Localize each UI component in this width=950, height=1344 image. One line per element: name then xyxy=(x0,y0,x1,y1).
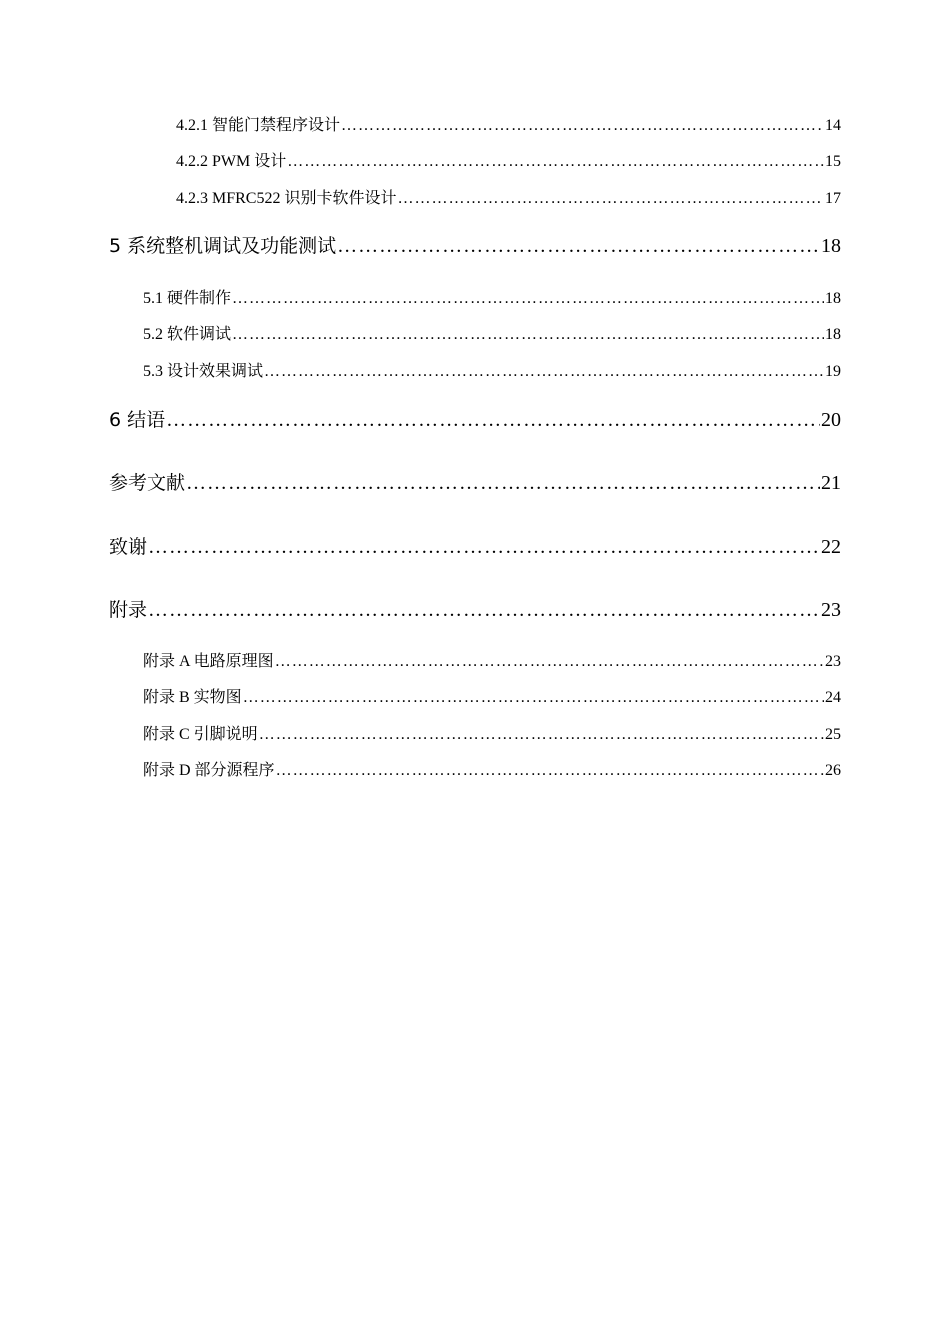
toc-entry-appendix-d[interactable] xyxy=(143,757,841,780)
dot-leader xyxy=(232,290,824,308)
toc-entry-5-3[interactable] xyxy=(143,358,841,381)
toc-entry-chapter-5[interactable] xyxy=(109,231,841,258)
toc-entry-4-2-1[interactable] xyxy=(176,112,841,135)
toc-entry-label: 5.1 硬件制作 xyxy=(143,290,232,307)
toc-entry-acknowledgements[interactable] xyxy=(109,532,841,559)
toc-page-number: 26 xyxy=(825,762,841,779)
toc-page-number: 24 xyxy=(825,689,841,706)
dot-leader xyxy=(186,472,820,495)
dot-leader xyxy=(341,117,824,135)
toc-entry-label: 5.3 设计效果调试 xyxy=(143,363,264,380)
toc-entry-label: 附录 C 引脚说明 xyxy=(143,726,258,743)
toc-entry-label: 5.2 软件调试 xyxy=(143,326,232,343)
toc-page-number: 25 xyxy=(825,726,841,743)
toc-entry-chapter-6[interactable] xyxy=(109,405,841,432)
dot-leader xyxy=(276,762,824,780)
toc-entry-label: 附录 B 实物图 xyxy=(143,689,242,706)
toc-entry-label: 4.2.3 MFRC522 识别卡软件设计 xyxy=(176,190,397,207)
dot-leader xyxy=(243,689,824,707)
toc-entry-4-2-3[interactable] xyxy=(176,185,841,208)
dot-leader xyxy=(166,409,820,432)
dot-leader xyxy=(397,190,824,208)
toc-page-number: 21 xyxy=(821,472,841,494)
toc-page-number: 18 xyxy=(825,290,841,307)
dot-leader xyxy=(275,653,824,671)
toc-page-number: 14 xyxy=(825,117,841,134)
toc-entry-label: 参考文献 xyxy=(109,472,186,494)
toc-entry-appendix-a[interactable] xyxy=(143,648,841,671)
toc-entry-label: 4.2.1 智能门禁程序设计 xyxy=(176,117,341,134)
dot-leader xyxy=(259,726,824,744)
toc-page-number: 17 xyxy=(825,190,841,207)
toc-entry-label: 附录 xyxy=(109,599,148,621)
toc-entry-appendix[interactable] xyxy=(109,595,841,622)
toc-entry-5-1[interactable] xyxy=(143,285,841,308)
toc-entry-label: 致谢 xyxy=(109,536,148,558)
dot-leader xyxy=(264,363,824,381)
toc-page-number: 22 xyxy=(821,536,841,558)
toc-entry-label: 附录 D 部分源程序 xyxy=(143,762,275,779)
toc-entry-4-2-2[interactable] xyxy=(176,148,841,171)
toc-page-number: 19 xyxy=(825,363,841,380)
toc-page-number: 23 xyxy=(825,653,841,670)
toc-entry-appendix-c[interactable] xyxy=(143,721,841,744)
toc-entry-label: 5 系统整机调试及功能测试 xyxy=(109,235,337,257)
dot-leader xyxy=(232,326,824,344)
toc-entry-label: 附录 A 电路原理图 xyxy=(143,653,274,670)
toc-entry-appendix-b[interactable] xyxy=(143,684,841,707)
dot-leader xyxy=(337,235,820,258)
dot-leader xyxy=(287,153,824,171)
toc-page-number: 18 xyxy=(821,235,841,257)
toc-page-number: 15 xyxy=(825,153,841,170)
toc-entry-references[interactable] xyxy=(109,468,841,495)
toc-page-number: 23 xyxy=(821,599,841,621)
toc-entry-label: 4.2.2 PWM 设计 xyxy=(176,153,287,170)
toc-entry-5-2[interactable] xyxy=(143,321,841,344)
toc-page-number: 18 xyxy=(825,326,841,343)
toc-page-number: 20 xyxy=(821,409,841,431)
dot-leader xyxy=(148,536,820,559)
toc-entry-label: 6 结语 xyxy=(109,409,166,431)
dot-leader xyxy=(148,599,820,622)
